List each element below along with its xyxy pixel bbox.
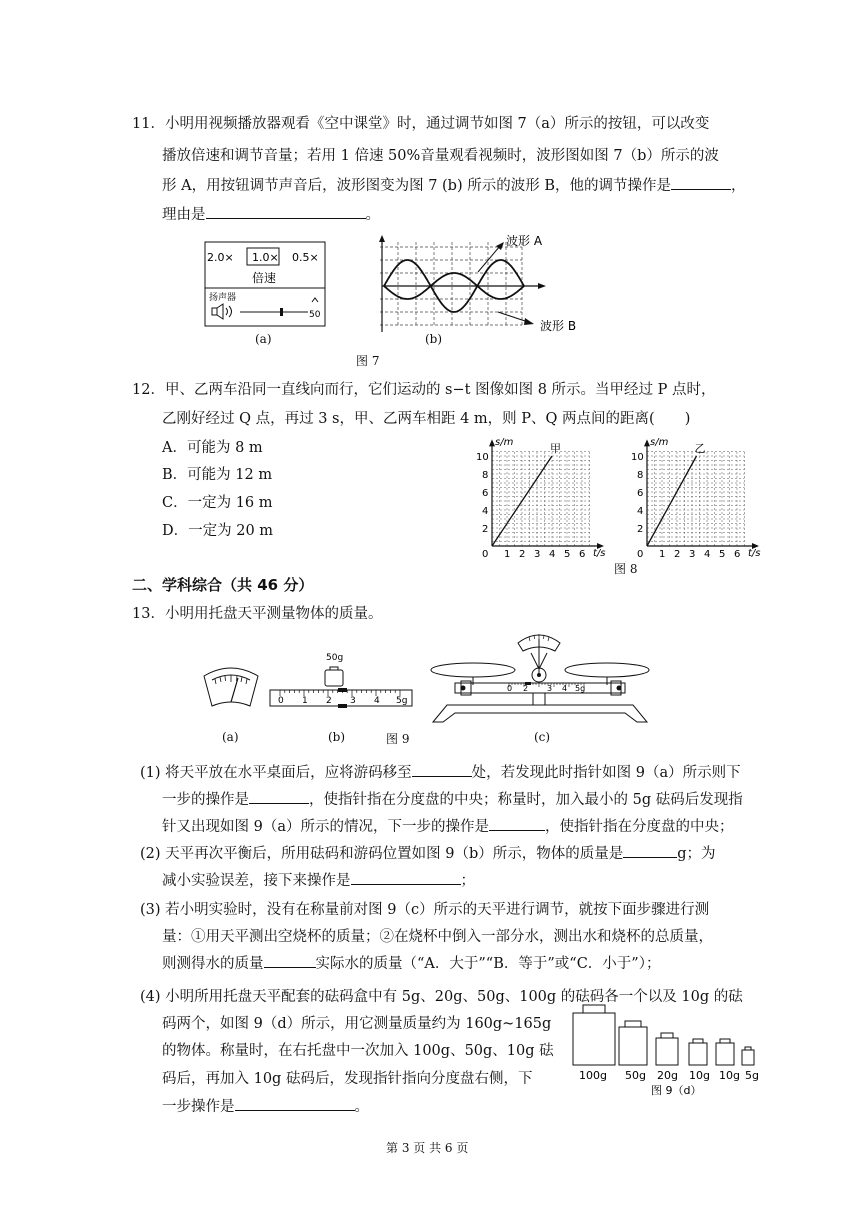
svg-text:100g: 100g <box>579 1069 607 1082</box>
q13-part4-line4: 码后，再加入 10g 砝码后，发现指针指向分度盘右侧，下 <box>162 1071 533 1087</box>
q11-line3: 形 A，用按钮调节声音后，波形图变为图 7 (b) 所示的波形 B，他的调节操作是 ， <box>162 174 746 195</box>
rider <box>338 688 347 692</box>
dial-pointer <box>231 678 238 702</box>
x-tick-label: 3 <box>534 549 541 560</box>
q12-line1: 12．甲、乙两车沿同一直线向而行，它们运动的 s−t 图像如图 8 所示。当甲经过 P 点时， <box>132 382 716 398</box>
figure-7b-caption: (b) <box>425 332 443 346</box>
q13-intro: 13．小明用托盘天平测量物体的质量。 <box>132 606 383 622</box>
q11-line1: 11．小明用视频播放器观看《空中课堂》时，通过调节如图 7（a）所示的按钮，可以改变 <box>132 116 710 132</box>
scale-num: 0 <box>278 696 284 706</box>
y-axis-label: s/m <box>650 437 669 449</box>
series-label: 乙 <box>694 442 706 455</box>
st-chart-yi <box>625 436 775 564</box>
left-pan <box>431 663 515 677</box>
weight-50g <box>619 1027 647 1065</box>
balance-beam <box>455 683 625 693</box>
speed-option-05x: 0.5× <box>292 251 319 264</box>
section-2-title: 二、学科综合（共 46 分） <box>132 576 314 594</box>
answer-blank[interactable] <box>412 762 472 777</box>
weight-50g <box>325 670 343 686</box>
svg-text:20g: 20g <box>657 1069 678 1082</box>
svg-text:3: 3 <box>547 684 553 693</box>
scale-num: 5g <box>396 696 408 706</box>
figure-9b-caption: (b) <box>328 730 346 744</box>
series-label: 甲 <box>550 442 561 455</box>
speed-option-1x: 1.0× <box>252 251 279 264</box>
x-tick-label: 5 <box>719 549 726 560</box>
q12-line2: 乙刚好经过 Q 点，再过 3 s，甲、乙两车相距 4 m，则 P、Q 两点间的距离( ) <box>162 411 691 427</box>
figure-9c-caption: (c) <box>534 730 551 744</box>
volume-slider-handle <box>280 308 283 316</box>
y-tick-label: 2 <box>637 524 644 535</box>
figure-9d-weights <box>565 1003 765 1098</box>
balance-base <box>433 705 647 722</box>
figure-7b-waveforms <box>370 232 590 337</box>
y-tick-label: 6 <box>637 488 644 499</box>
scale-num: 3 <box>350 696 356 706</box>
svg-text:5g: 5g <box>745 1069 759 1082</box>
weight-100g <box>573 1013 615 1065</box>
q11-line2: 播放倍速和调节音量；若用 1 倍速 50%音量观看视频时，波形图如图 7（b）所示的波 <box>162 148 719 164</box>
answer-blank[interactable] <box>489 816 545 831</box>
q13-part1-line3: 针又出现如图 9（a）所示的情况，下一步的操作是 ，使指针指在分度盘的中央； <box>162 815 733 836</box>
svg-text:4: 4 <box>562 684 568 693</box>
scale-num: 4 <box>374 696 380 706</box>
x-tick-label: 1 <box>504 549 511 560</box>
weight-20g <box>656 1038 678 1065</box>
speed-option-2x: 2.0× <box>207 251 234 264</box>
x-tick-label: 1 <box>659 549 666 560</box>
y-tick-label: 8 <box>637 470 644 481</box>
answer-blank[interactable] <box>671 175 731 190</box>
answer-blank[interactable] <box>235 1096 355 1111</box>
q13-part4-line5: 一步操作是 。 <box>162 1095 369 1116</box>
wave-a-label: 波形 A <box>506 234 543 248</box>
q11-line4: 理由是 。 <box>162 203 380 224</box>
figure-9c-balance <box>425 625 655 730</box>
x-tick-label: 4 <box>549 549 556 560</box>
figure-7a-caption: (a) <box>255 332 272 346</box>
q13-part4-line2: 码两个，如图 9（d）所示，用它测量质量约为 160g~165g <box>162 1016 552 1032</box>
wave-b-label: 波形 B <box>540 319 577 333</box>
x-tick-label: 0 <box>637 549 644 560</box>
q12-option-d[interactable]: D．一定为 20 m <box>162 523 274 539</box>
x-tick-label: 0 <box>482 549 489 560</box>
q13-part4-line3: 的物体。称量时，在右托盘中一次加入 100g、50g、10g 砝 <box>162 1043 554 1059</box>
x-axis-label: t/s <box>593 548 606 559</box>
volume-value: 50 <box>309 310 321 320</box>
svg-text:10g: 10g <box>689 1069 710 1082</box>
y-tick-label: 2 <box>482 524 489 535</box>
y-tick-label: 8 <box>482 470 489 481</box>
x-tick-label: 5 <box>564 549 571 560</box>
speed-label: 倍速 <box>252 271 277 285</box>
figure-7-caption: 图 7 <box>356 354 380 368</box>
x-tick-label: 2 <box>519 549 526 560</box>
q13-part3-line1: (3) 若小明实验时，没有在称量前对图 9（c）所示的天平进行调节，就按下面步骤进行测 <box>140 902 710 918</box>
answer-blank[interactable] <box>206 204 366 219</box>
y-tick-label: 10 <box>631 452 644 463</box>
x-tick-label: 6 <box>734 549 741 560</box>
page-footer: 第 3 页 共 6 页 <box>386 1141 469 1155</box>
x-tick-label: 6 <box>579 549 586 560</box>
right-pan <box>565 663 649 677</box>
x-tick-label: 2 <box>674 549 681 560</box>
answer-blank[interactable] <box>264 953 316 968</box>
svg-text:0: 0 <box>507 684 513 693</box>
svg-text:50g: 50g <box>625 1069 646 1082</box>
y-tick-label: 4 <box>482 506 489 517</box>
y-tick-label: 10 <box>476 452 489 463</box>
q13-part1-line1: (1) 将天平放在水平桌面后，应将游码移至 处，若发现此时指针如图 9（a）所示则下 <box>140 761 741 782</box>
q13-part1-line2: 一步的操作是 ，使指针指在分度盘的中央；称量时，加入最小的 5g 砝码后发现指 <box>162 788 743 809</box>
speaker-label: 扬声器 <box>209 293 237 303</box>
q13-part2-line2: 减小实验误差，接下来操作是 ； <box>162 869 475 890</box>
figure-9a-dial <box>200 662 262 714</box>
figure-9-caption: 图 9 <box>386 732 410 746</box>
svg-text:10g: 10g <box>719 1069 740 1082</box>
chevron-up-icon <box>312 298 318 302</box>
q13-part2-line1: (2) 天平再次平衡后，所用砝码和游码位置如图 9（b）所示，物体的质量是 g；为 <box>140 842 716 863</box>
x-axis-label: t/s <box>748 548 761 559</box>
weight-5g <box>742 1050 754 1065</box>
answer-blank[interactable] <box>623 843 677 858</box>
q13-part3-line3: 则测得水的质量 实际水的质量（“A．大于”“B．等于”或“C．小于”）； <box>162 952 660 973</box>
y-axis-label: s/m <box>495 437 514 449</box>
q13-part3-line2: 量：①用天平测出空烧杯的质量；②在烧杯中倒入一部分水，测出水和烧杯的总质量， <box>162 929 713 945</box>
q13-part4-line1: (4) 小明所用托盘天平配套的砝码盒中有 5g、20g、50g、100g 的砝码各一个以及 10g 的砝 <box>140 989 743 1005</box>
scale-num: 1 <box>302 696 308 706</box>
x-tick-label: 3 <box>689 549 696 560</box>
answer-blank[interactable] <box>249 789 309 804</box>
q12-option-a[interactable]: A．可能为 8 m <box>162 440 263 456</box>
weight-100g-handle <box>583 1005 605 1013</box>
q12-option-c[interactable]: C．一定为 16 m <box>162 495 273 511</box>
q12-option-b[interactable]: B．可能为 12 m <box>162 467 273 483</box>
answer-blank[interactable] <box>351 870 461 885</box>
figure-9d-caption: 图 9（d） <box>651 1084 702 1097</box>
svg-text:5g: 5g <box>575 684 586 693</box>
y-tick-label: 4 <box>637 506 644 517</box>
weight-label-50g: 50g <box>326 653 344 663</box>
figure-8-caption: 图 8 <box>614 562 638 576</box>
x-tick-label: 4 <box>704 549 711 560</box>
weight-10g-2 <box>716 1043 734 1065</box>
figure-9a-caption: (a) <box>222 730 239 744</box>
speaker-icon <box>212 304 232 319</box>
st-chart-jia <box>470 436 620 564</box>
figure-9b-scale <box>266 650 416 720</box>
weight-10g-1 <box>689 1043 707 1065</box>
svg-text:2: 2 <box>523 684 529 693</box>
y-tick-label: 6 <box>482 488 489 499</box>
scale-num: 2 <box>326 696 332 706</box>
